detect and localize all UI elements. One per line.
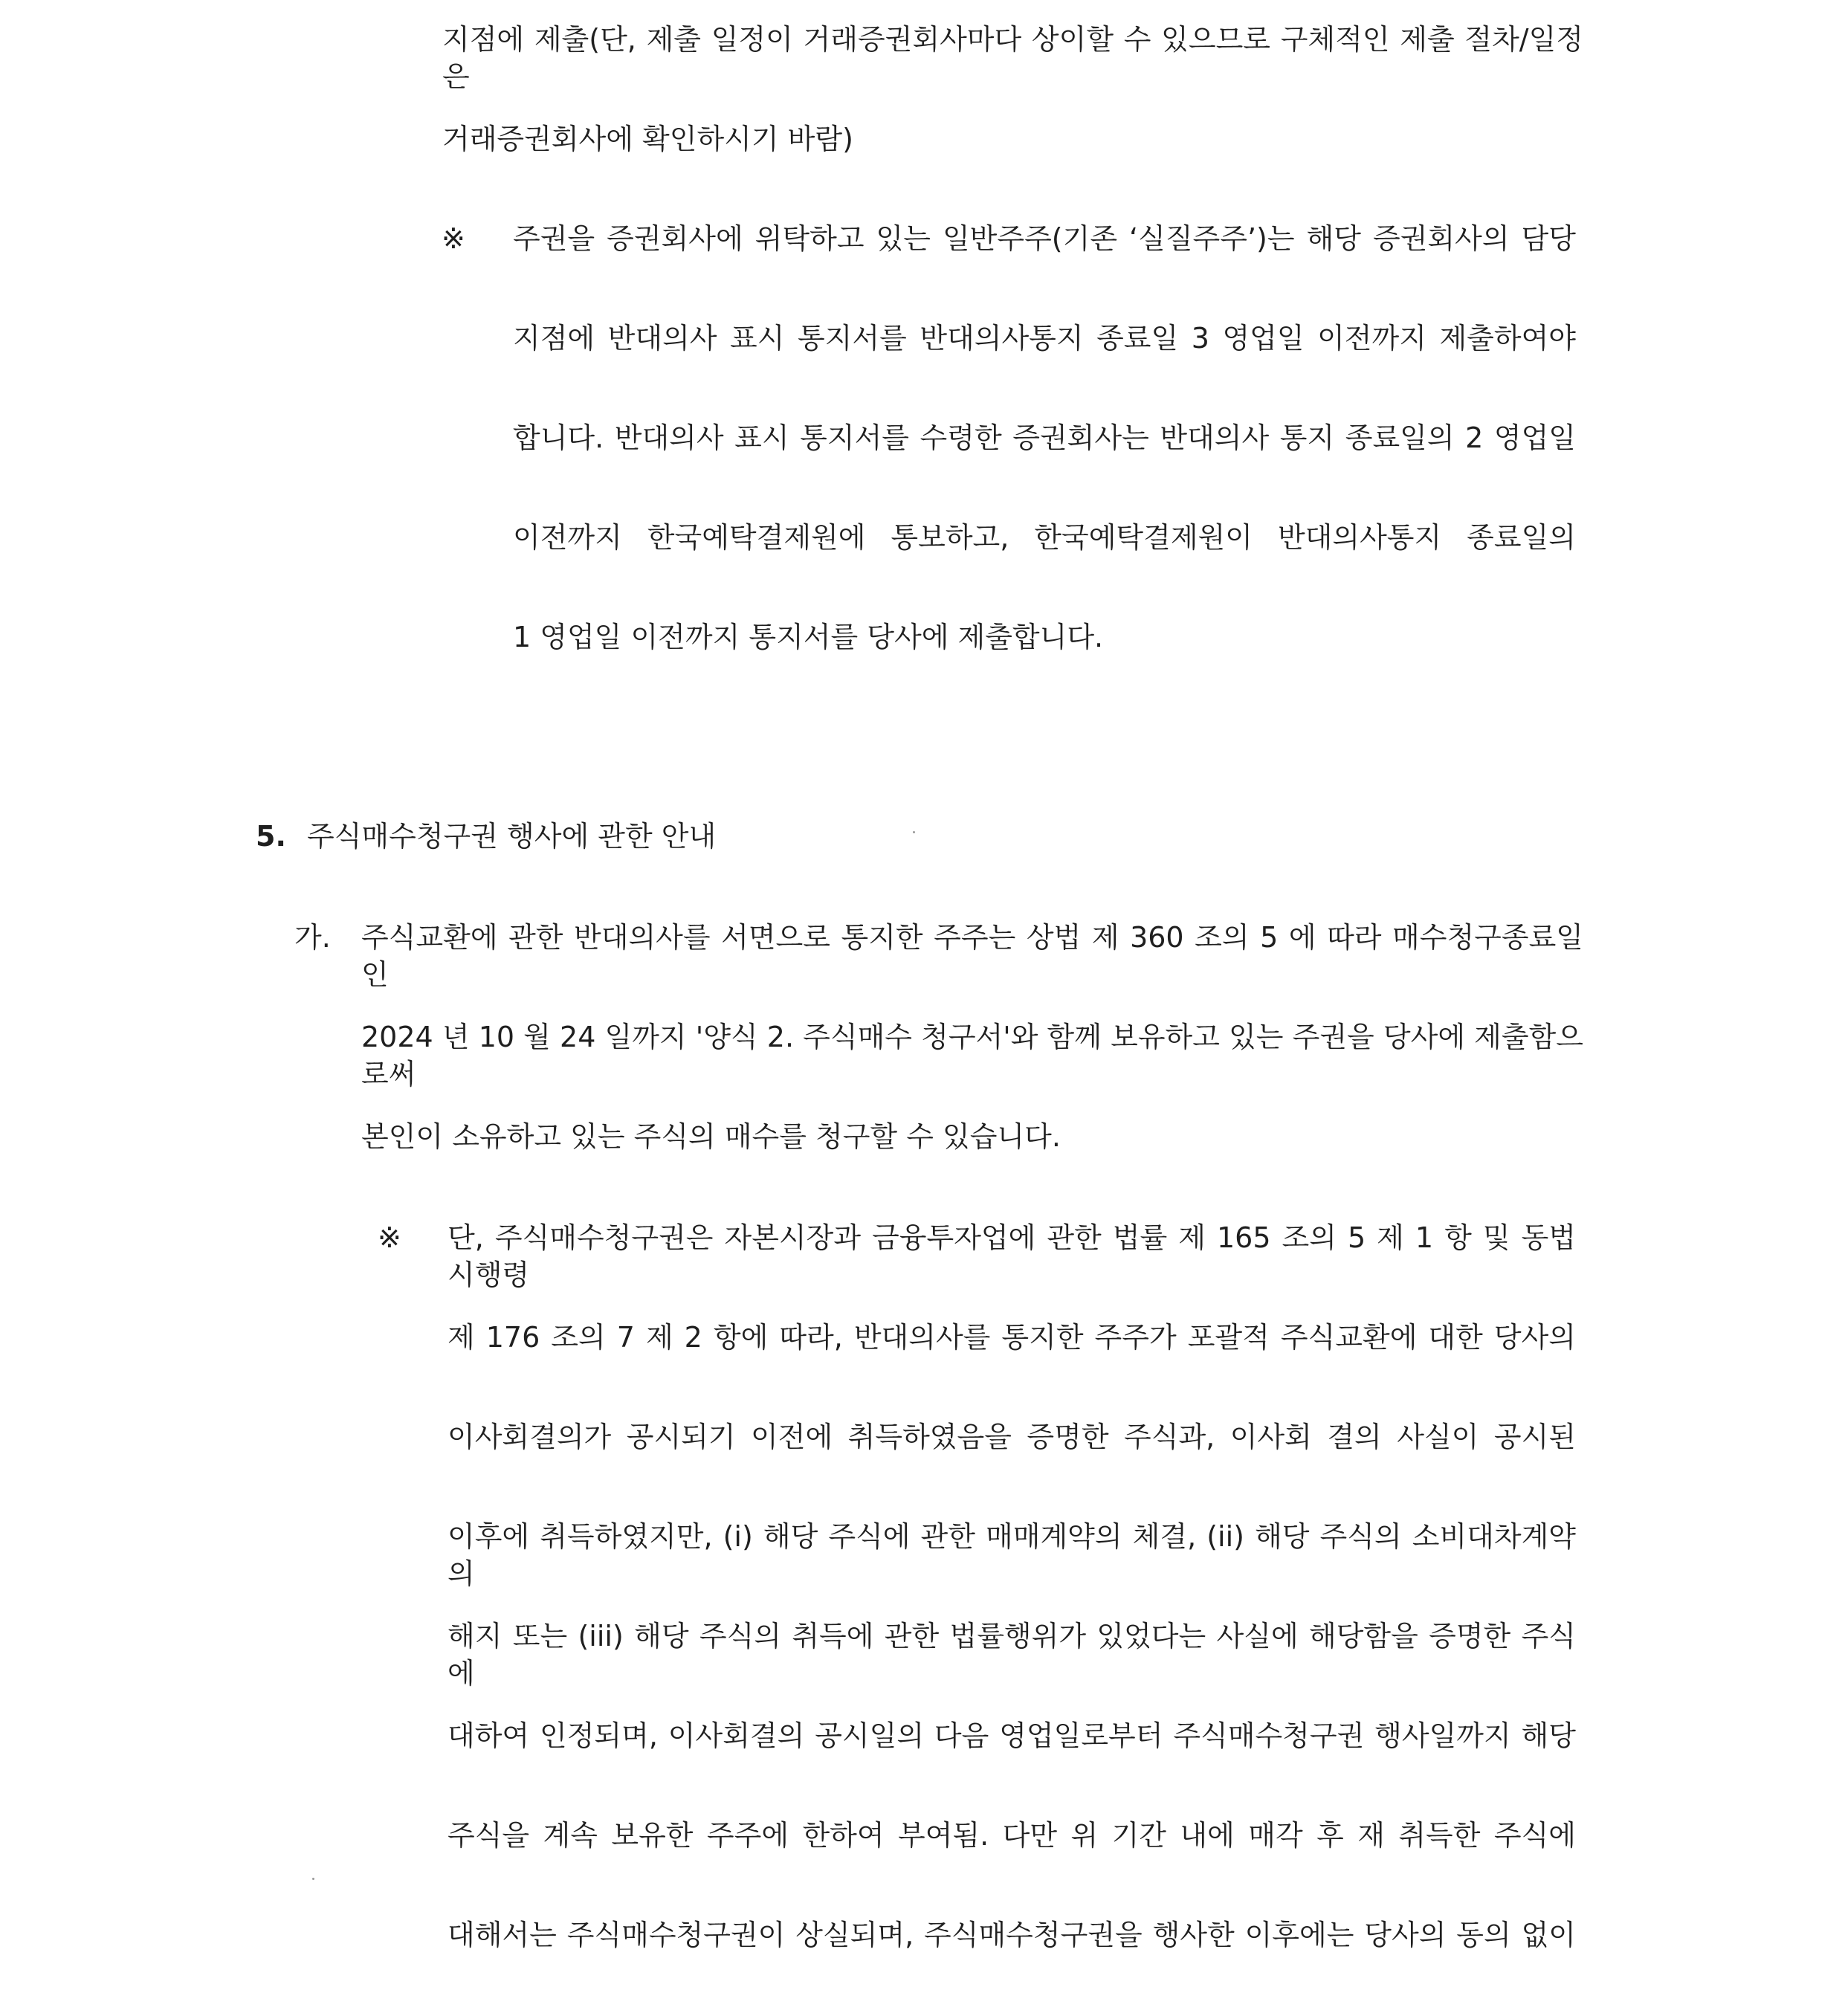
- item-line: 2024 년 10 월 24 일까지 '양식 2. 주식매수 청구서'와 함께 보유하고 있는 주권을 당사에 제출함으로써: [361, 1021, 1583, 1091]
- note-line: 합니다. 반대의사 표시 통지서를 수령한 증권회사는 반대의사 통지 종료일의 2 영업일: [513, 421, 1576, 454]
- item-line: 주식교환에 관한 반대의사를 서면으로 통지한 주주는 상법 제 360 조의 5 에 따라 매수청구종료일인: [361, 921, 1583, 991]
- note-line: 대해서는 주식매수청구권이 상실되며, 주식매수청구권을 행사한 이후에는 당사의 동의 없이: [447, 1919, 1576, 1951]
- note-line: 대하여 인정되며, 이사회결의 공시일의 다음 영업일로부터 주식매수청구권 행사일까지 해당: [447, 1719, 1576, 1752]
- item-line: 본인이 소유하고 있는 주식의 매수를 청구할 수 있습니다.: [361, 1120, 1061, 1153]
- note-line: 단, 주식매수청구권은 자본시장과 금융투자업에 관한 법률 제 165 조의 5 제 1 항 및 동법 시행령: [447, 1221, 1576, 1291]
- note-line: 이전까지 한국예탁결제원에 통보하고, 한국예탁결제원이 반대의사통지 종료일의: [513, 521, 1576, 554]
- note-line: 주권을 증권회사에 위탁하고 있는 일반주주(기존 ‘실질주주’)는 해당 증권회사의 담당: [513, 222, 1576, 255]
- note-line: 주식을 계속 보유한 주주에 한하여 부여됨. 다만 위 기간 내에 매각 후 재 취득한 주식에: [447, 1819, 1576, 1852]
- reference-mark: ※: [442, 222, 465, 255]
- scan-speck: [312, 1878, 314, 1880]
- note-line: 이후에 취득하였지만, (i) 해당 주식에 관한 매매계약의 체결, (ii) 해당 주식의 소비대차계약의: [447, 1520, 1576, 1590]
- note-line: 1 영업일 이전까지 통지서를 당사에 제출합니다.: [513, 621, 1104, 653]
- note-line: 지점에 반대의사 표시 통지서를 반대의사통지 종료일 3 영업일 이전까지 제출하여야: [513, 322, 1576, 355]
- note-line: 해지 또는 (iii) 해당 주식의 취득에 관한 법률행위가 있었다는 사실에 해당함을 증명한 주식에: [447, 1620, 1576, 1690]
- item-marker: 가.: [294, 921, 331, 954]
- paragraph-line: 지점에 제출(단, 제출 일정이 거래증권회사마다 상이할 수 있으므로 구체적인 제출 절차/일정은: [442, 23, 1583, 93]
- note-line: 제 176 조의 7 제 2 항에 따라, 반대의사를 통지한 주주가 포괄적 주식교환에 대한 당사의: [447, 1321, 1576, 1354]
- note-line: 이사회결의가 공시되기 이전에 취득하였음을 증명한 주식과, 이사회 결의 사실이 공시된: [447, 1421, 1576, 1453]
- scan-speck: [913, 831, 915, 833]
- reference-mark: ※: [378, 1221, 401, 1254]
- section-number: 5.: [256, 820, 286, 853]
- section-title: 주식매수청구권 행사에 관한 안내: [307, 820, 717, 853]
- paragraph-line: 거래증권회사에 확인하시기 바람): [442, 123, 853, 155]
